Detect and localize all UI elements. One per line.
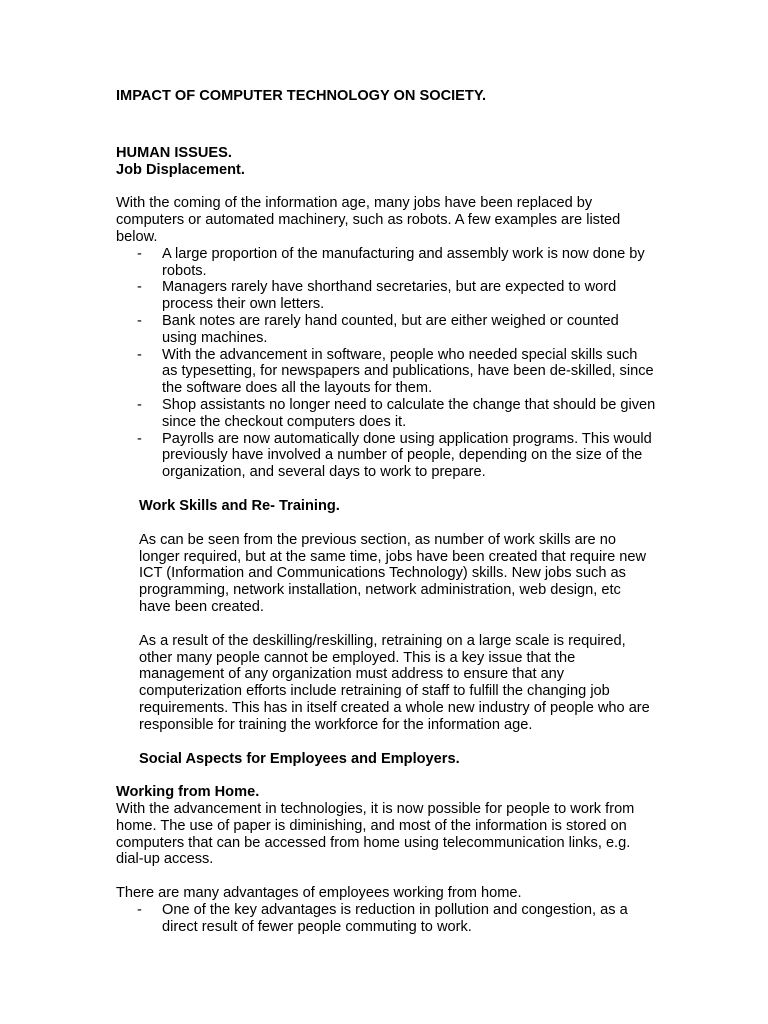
dash-bullet: - [137,312,142,329]
working-from-home-list [116,902,656,936]
dash-bullet: - [137,902,142,919]
work-skills-paragraph-2: As a result of the deskilling/reskilling, retraining on a large scale is required, other many people cannot be employed. This is a key issue that the management of any organization must address to ensure that any computerization efforts include retraining of staff to fulfill the changing job requirements. This has in itself created a whole new industry of people who are responsible for training the workforce for the information age. [139,632,650,733]
job-displacement-list [116,246,656,481]
list-item [137,430,656,481]
subheading-work-skills: Work Skills and Re- Training. [139,497,340,514]
list-item-text: Payrolls are now automatically done using application programs. This would previously have involved a number of people, depending on the size of the organization, and several days to work to prepare. [162,430,652,481]
dash-bullet: - [137,279,142,296]
list-item [137,396,656,431]
document-page [116,88,656,936]
list-item-text: Shop assistants no longer need to calculate the change that should be given since the checkout computers does it. [162,396,656,430]
dash-bullet: - [137,430,142,447]
working-from-home-paragraph-2: There are many advantages of employees working from home. [116,885,522,902]
list-item [137,312,656,347]
list-item [137,346,656,397]
document-title: IMPACT OF COMPUTER TECHNOLOGY ON SOCIETY. [116,88,486,104]
dash-bullet: - [137,396,142,413]
list-item-text: A large proportion of the manufacturing and assembly work is now done by robots. [162,245,645,279]
list-item-text: One of the key advantages is reduction in pollution and congestion, as a direct result of fewer people commuting to work. [162,902,628,935]
list-item [137,245,656,280]
list-item [137,902,656,936]
section-heading-human-issues: HUMAN ISSUES. [116,144,232,161]
job-displacement-intro: With the coming of the information age, many jobs have been replaced by computers or automated machinery, such as robots. A few examples are listed below. [116,195,621,245]
dash-bullet: - [137,346,142,363]
list-item [137,279,656,313]
work-skills-paragraph-1: As can be seen from the previous section, as number of work skills are no longer required, but at the same time, jobs have been created that require new ICT (Information and Communications Technology) skills. New jobs such as programming, network installation, network administration, web design, etc have been created. [139,531,647,615]
subheading-social-aspects: Social Aspects for Employees and Employers. [139,750,460,767]
list-item-text: Bank notes are rarely hand counted, but are either weighed or counted using machines. [162,312,619,346]
working-from-home-paragraph-1: With the advancement in technologies, it is now possible for people to work from home. The use of paper is diminishing, and most of the information is stored on computers that can be accessed from home using telecommunication links, e.g. dial-up access. [116,801,635,868]
list-item-text: With the advancement in software, people who needed special skills such as typesetting, for newspapers and publications, have been de-skilled, since the software does all the layouts for them. [162,346,654,397]
subheading-working-from-home: Working from Home. [116,784,260,801]
subheading-job-displacement: Job Displacement. [116,161,245,178]
list-item-text: Managers rarely have shorthand secretaries, but are expected to word process their own letters. [162,279,617,313]
dash-bullet: - [137,245,142,262]
